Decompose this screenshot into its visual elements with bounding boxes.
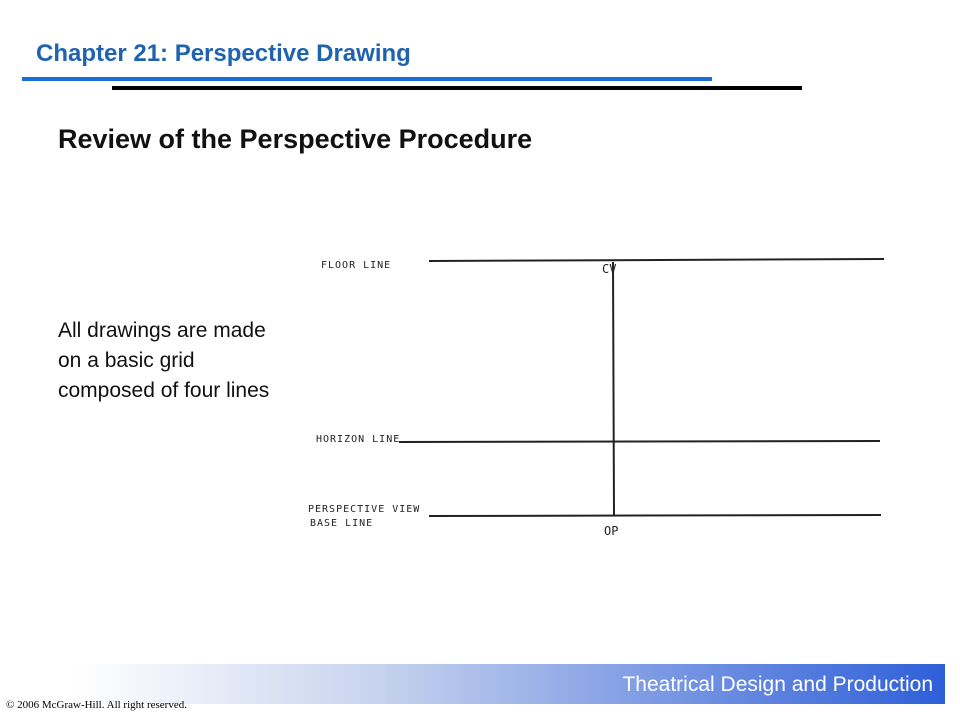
slide-title: Review of the Perspective Procedure	[58, 124, 533, 154]
footer-book-title: Theatrical Design and Production	[622, 673, 933, 696]
floor-line-label: FLOOR LINE	[321, 260, 392, 271]
body-text: All drawings are made on a basic grid composed of four lines	[58, 319, 270, 402]
horizon-line	[399, 441, 880, 442]
base-line	[429, 515, 881, 516]
base-line-label: BASE LINE	[310, 518, 374, 529]
footer-bar	[0, 664, 945, 704]
perspective-view-label: PERSPECTIVE VIEW	[308, 504, 421, 515]
op-label: OP	[604, 524, 619, 538]
copyright-notice: © 2006 McGraw-Hill. All right reserved.	[6, 699, 187, 711]
header-rule-blue	[22, 77, 712, 81]
horizon-line-label: HORIZON LINE	[316, 434, 401, 445]
center-vertical-line	[613, 262, 614, 516]
floor-line	[429, 259, 884, 261]
chapter-title: Chapter 21: Perspective Drawing	[36, 40, 411, 67]
cv-label: CV	[602, 262, 617, 276]
header-rule-black	[112, 86, 802, 90]
